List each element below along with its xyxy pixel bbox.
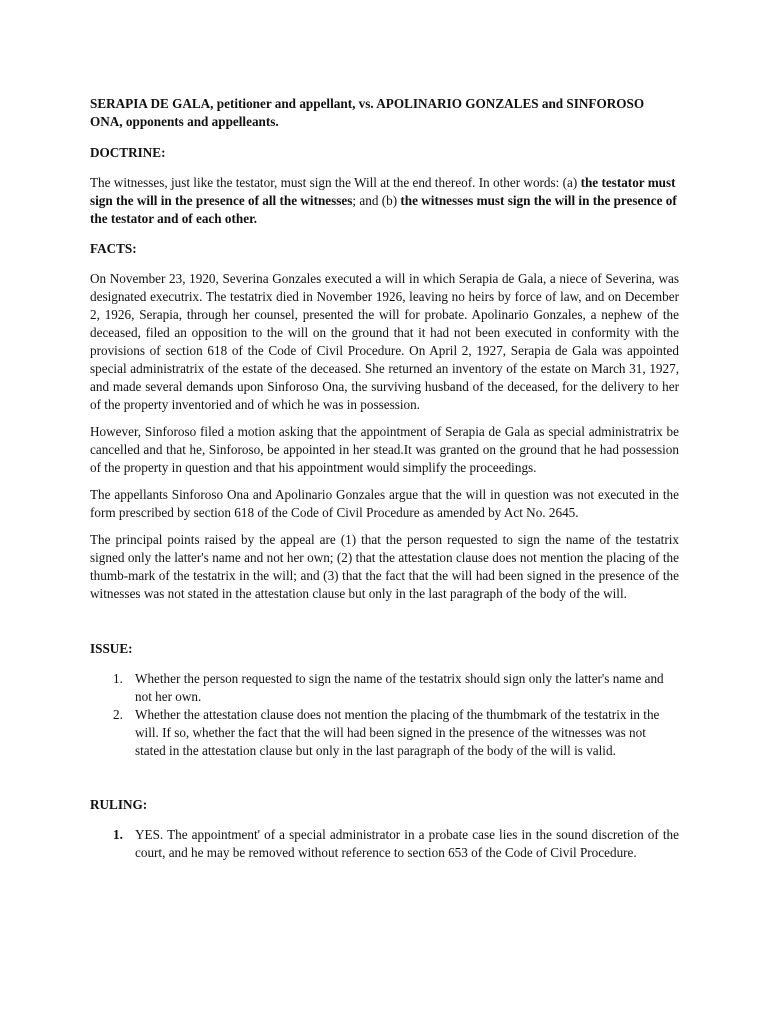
list-item-number: 2.	[113, 707, 123, 722]
facts-paragraph: On November 23, 1920, Severina Gonzales executed a will in which Serapia de Gala, a niece of Severina, was designated executrix. The testatrix died in November 1926, leaving no heirs by force of law, and on December 2, 1926, Serapia, through her counsel, presented the will for probate. Apolinario Gonzales, a nephew of the deceased, filed an opposition to the will on the ground that it had not been executed in conformity with the provisions of section 618 of the Code of Civil Procedure. On April 2, 1927, Serapia de Gala was appointed special administratrix of the estate of the deceased. She returned an inventory of the estate on March 31, 1927, and made several demands upon Sinforoso Ona, the surviving husband of the deceased, for the delivery to her of the property inventoried and of which he was in possession.	[90, 271, 679, 412]
doctrine-bold-2: the witnesses must sign the will in the presence of the testator and of each other.	[90, 193, 677, 226]
list-item-text: Whether the person requested to sign the name of the testatrix should sign only the latter's name and not her own.	[135, 671, 664, 704]
doctrine-text-2: ; and (b)	[352, 193, 401, 208]
facts-heading: FACTS:	[90, 241, 137, 256]
doctrine-text-1: The witnesses, just like the testator, must sign the Will at the end thereof. In other words: (a)	[90, 175, 581, 190]
doctrine-heading: DOCTRINE:	[90, 145, 166, 160]
list-item-number: 1.	[113, 671, 123, 686]
list-item	[90, 706, 679, 760]
list-item-text: YES. The appointment' of a special administrator in a probate case lies in the sound discretion of the court, and he may be removed without reference to section 653 of the Code of Civil Procedure.	[135, 827, 679, 860]
list-item-text: Whether the attestation clause does not mention the placing of the thumbmark of the testatrix in the will. If so, whether the fact that the will had been signed in the presence of the witnesses was not stated in the attestation clause but only in the last paragraph of the body of the will is valid.	[135, 707, 660, 758]
doctrine-bold-1: the testator must sign the will in the presence of all the witnesses	[90, 175, 676, 208]
list-item	[90, 670, 679, 706]
list-item	[90, 826, 679, 862]
issue-list	[90, 670, 679, 760]
case-title: SERAPIA DE GALA, petitioner and appellant, vs. APOLINARIO GONZALES and SINFOROSO ONA, opponents and appelleants.	[90, 96, 645, 129]
document-body	[90, 95, 679, 862]
facts-paragraph: The appellants Sinforoso Ona and Apolinario Gonzales argue that the will in question was not executed in the form prescribed by section 618 of the Code of Civil Procedure as amended by Act No. 2645.	[90, 487, 679, 520]
list-item-number: 1.	[113, 827, 123, 842]
doctrine-paragraph	[90, 174, 679, 228]
ruling-list	[90, 826, 679, 862]
facts-paragraph: The principal points raised by the appeal are (1) that the person requested to sign the name of the testatrix signed only the latter's name and not her own; (2) that the attestation clause does not mention the placing of the thumb-mark of the testatrix in the will; and (3) that the fact that the will had been signed in the presence of the witnesses was not stated in the attestation clause but only in the last paragraph of the body of the will.	[90, 532, 679, 601]
facts-paragraph: However, Sinforoso filed a motion asking that the appointment of Serapia de Gala as special administratrix be cancelled and that he, Sinforoso, be appointed in her stead.It was granted on the ground that he had possession of the property in question and that his appointment would simplify the proceedings.	[90, 424, 679, 475]
issue-heading: ISSUE:	[90, 641, 133, 656]
ruling-heading: RULING:	[90, 797, 148, 812]
